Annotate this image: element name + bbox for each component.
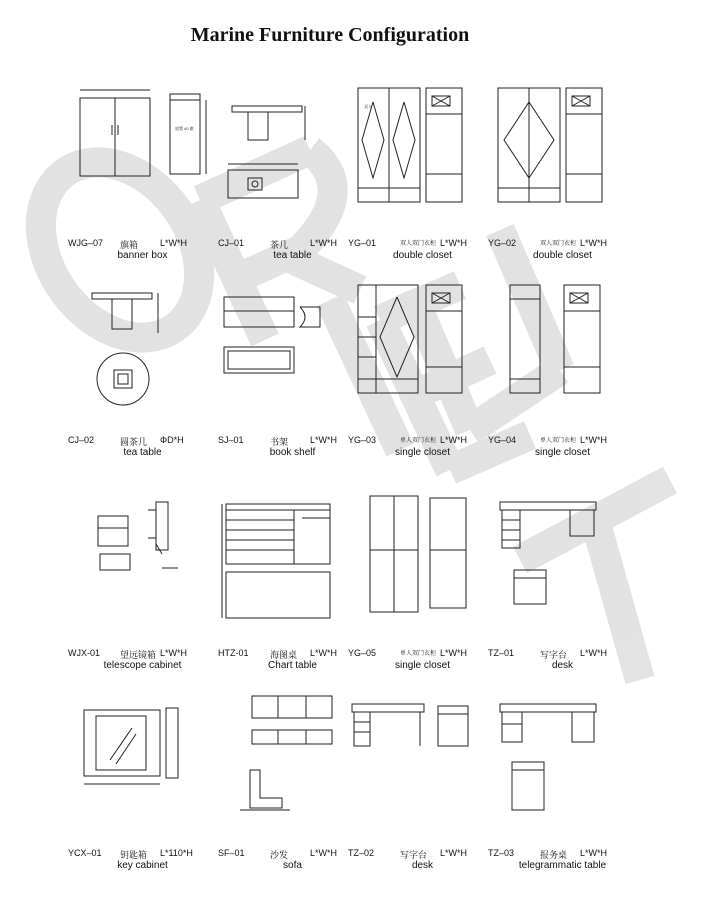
item-en-name: single closet [534,447,591,458]
item-dimensions: ΦD*H [160,435,184,445]
item-cn-name: 单人双门衣柜 [400,651,437,657]
item-tz-01 [480,488,645,698]
item-en-name: single closet [394,660,451,671]
item-dimensions: L*W*H [160,648,188,658]
item-en-name: banner box [117,250,168,261]
item-yg-02 [480,80,645,290]
item-code: YG–01 [348,238,377,248]
item-code: YCX–01 [68,848,102,858]
item-wjg-07 [60,80,225,290]
item-dimensions: L*W*H [440,238,468,248]
key-cabinet-drawing [60,690,225,860]
item-dimensions: L*W*H [310,848,338,858]
item-dimensions: L*W*H [160,238,188,248]
item-wjx-01 [60,488,225,698]
round-tea-table-drawing [60,277,225,447]
item-ycx-01 [60,690,225,900]
item-en-name: desk [551,660,574,671]
item-cn-name: 海图桌 [270,650,298,660]
item-code: WJX-01 [68,648,101,658]
item-en-name: desk [411,860,434,871]
item-en-name: tea table [273,250,312,261]
item-en-name: telegrammatic table [518,860,607,871]
item-cn-name: 报务桌 [540,850,568,860]
item-en-name: tea table [123,447,162,458]
double-closet-drawing [480,80,645,250]
item-code: TZ–03 [488,848,515,858]
item-cn-name: 圆茶几 [120,437,148,447]
svg-text:放置 40 旗: 放置 40 旗 [175,126,194,131]
item-cn-name: 书架 [270,437,289,447]
item-cn-name: 写字台 [540,650,568,660]
item-cn-name: 单人双门衣柜 [400,438,437,444]
item-code: HTZ-01 [218,648,249,658]
item-code: TZ–02 [348,848,375,858]
single-closet-drawing [480,277,645,447]
item-dimensions: L*W*H [310,435,338,445]
item-code: SF–01 [218,848,245,858]
item-code: WJG–07 [68,238,104,248]
item-en-name: telescope cabinet [103,660,182,671]
item-en-name: key cabinet [117,860,168,871]
item-dimensions: L*W*H [440,848,468,858]
item-code: CJ–01 [218,238,245,248]
item-cn-name: 茶几 [270,240,289,250]
item-code: TZ–01 [488,648,515,658]
item-en-name: double closet [533,250,592,261]
item-en-name: double closet [393,250,452,261]
svg-text:双人: 双人 [364,104,372,109]
item-dimensions: L*W*H [310,238,338,248]
item-en-name: book shelf [269,447,316,458]
item-en-name: sofa [283,860,302,871]
item-cn-name: 望远镜箱 [120,650,157,660]
banner-box-drawing [60,80,225,250]
item-cn-name: 单人双门衣柜 [540,438,577,444]
item-cn-name: 旗箱 [120,240,139,250]
item-cn-name: 沙发 [270,850,289,860]
page-title: Marine Furniture Configuration [190,24,470,46]
item-dimensions: L*W*H [580,238,608,248]
item-tz-03 [480,690,645,900]
item-cn-name: 双人双门衣柜 [540,241,577,247]
item-cn-name: 钥匙箱 [120,850,148,860]
item-code: YG–03 [348,435,377,445]
item-dimensions: L*W*H [580,648,608,658]
item-cn-name: 双人双门衣柜 [400,241,437,247]
item-dimensions: L*W*H [580,848,608,858]
item-dimensions: L*110*H [160,848,193,858]
item-dimensions: L*W*H [440,435,468,445]
item-code: YG–05 [348,648,377,658]
item-en-name: single closet [394,447,451,458]
item-en-name: Chart table [268,660,317,671]
item-code: SJ–01 [218,435,244,445]
item-dimensions: L*W*H [310,648,338,658]
item-cn-name: 写字台 [400,850,428,860]
item-code: CJ–02 [68,435,95,445]
item-code: YG–04 [488,435,517,445]
telegrammatic-table-drawing [480,690,645,860]
item-cj-02 [60,277,225,487]
item-dimensions: L*W*H [580,435,608,445]
desk-drawing [480,488,645,658]
telescope-cabinet-drawing [60,488,225,658]
item-code: YG–02 [488,238,517,248]
item-dimensions: L*W*H [440,648,468,658]
item-yg-04 [480,277,645,487]
